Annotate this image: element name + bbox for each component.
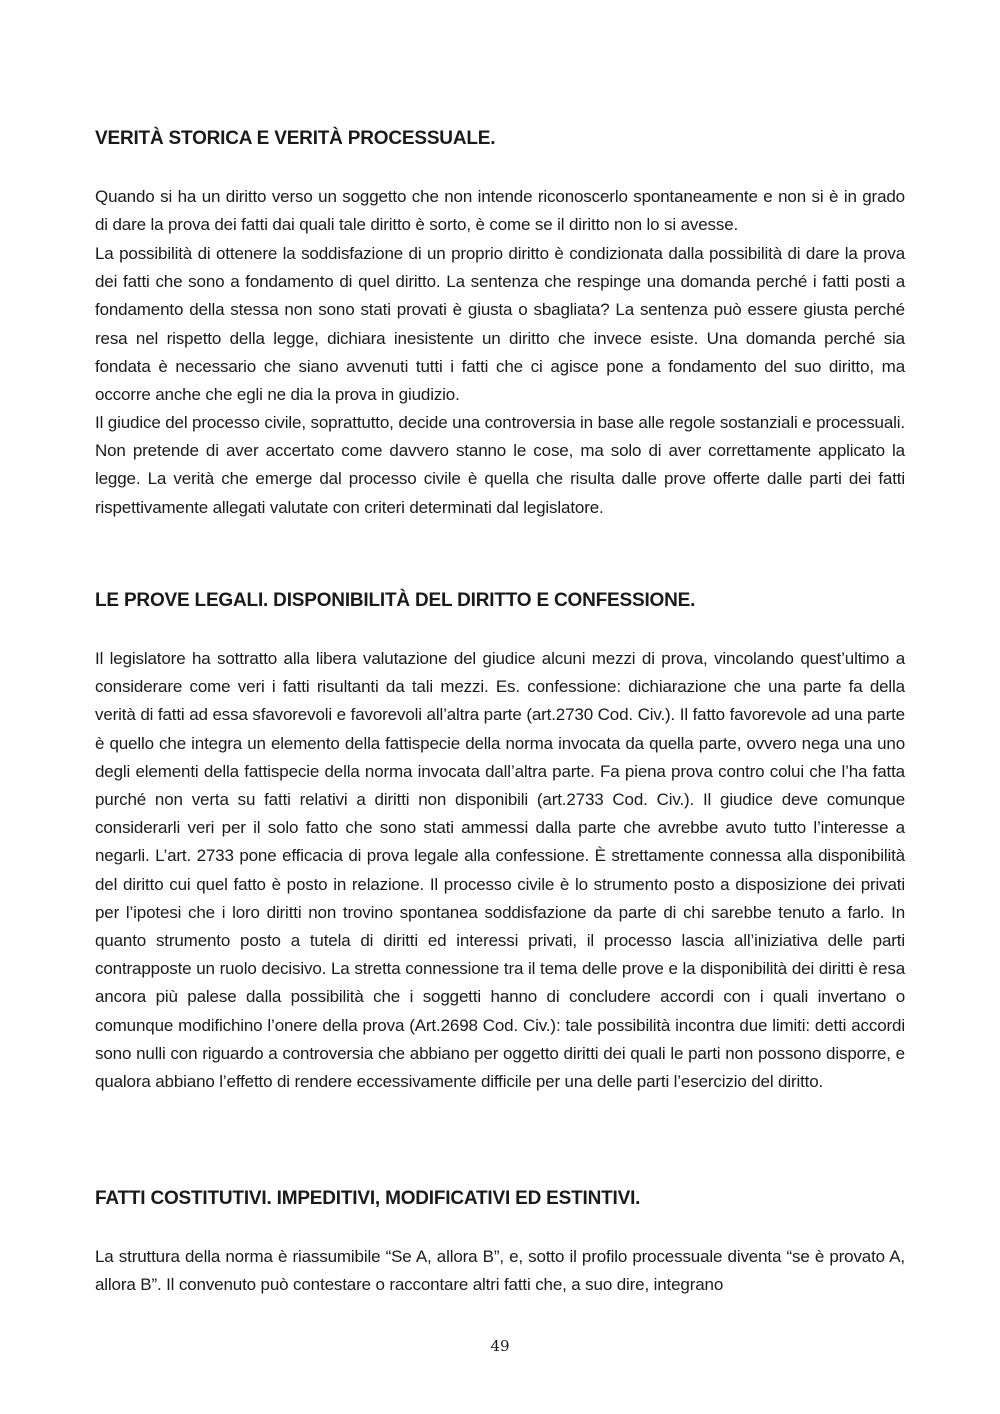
paragraph: La struttura della norma è riassumibile “Se A, allora B”, e, sotto il profilo processuale diventa “se è provato A, allora B”. Il convenuto può contestare o raccontare altri fatti che, a suo dire, integrano (95, 1247, 905, 1295)
paragraph: La possibilità di ottenere la soddisfazione di un proprio diritto è condizionata dalla possibilità di dare la prova dei fatti che sono a fondamento di quel diritto. La sentenza che respinge una domanda perché i fatti posti a fondamento della stessa non sono stati provati è giusta o sbagliata? La sentenza può essere giusta perché resa nel rispetto della legge, dichiara inesistente un diritto che invece esiste. Una domanda perché sia fondata è necessario che siano avvenuti tutti i fatti che ci agisce pone a fondamento del suo diritto, ma occorre anche che egli ne dia la prova in giudizio. (95, 244, 905, 405)
section-heading: VERITÀ STORICA E VERITÀ PROCESSUALE. (95, 128, 496, 149)
paragraph: Il giudice del processo civile, soprattutto, decide una controversia in base alle regole sostanziali e processuali. Non pretende di aver accertato come davvero stanno le cose, ma solo di aver correttamente applicato la legge. La verità che emerge dal processo civile è quella che risulta dalle prove offerte dalle parti dei fatti rispettivamente allegati valutate con criteri determinati dal legislatore. (95, 413, 905, 517)
page-number: 49 (490, 1337, 510, 1355)
section-heading: LE PROVE LEGALI. DISPONIBILITÀ DEL DIRITTO E CONFESSIONE. (95, 590, 696, 611)
paragraph: Il legislatore ha sottratto alla libera valutazione del giudice alcuni mezzi di prova, vincolando quest’ultimo a considerare come veri i fatti risultanti da tali mezzi. Es. confessione: dichiarazione che una parte fa della verità di fatti ad essa sfavorevoli e favorevoli all’altra parte (art.2730 Cod. Civ.). Il fatto favorevole ad una parte è quello che integra un elemento della fattispecie della norma invocata da quella parte, ovvero nega una uno degli elementi della fattispecie della norma invocata dall’altra parte. Fa piena prova contro colui che l’ha fatta purché non verta su fatti relativi a diritti non disponibili (art.2733 Cod. Civ.). Il giudice deve comunque considerarli veri per il solo fatto che sono stati ammessi dalla parte che avrebbe avuto tutto l’interesse a negarli. L’art. 2733 pone efficacia di prova legale alla confessione. È strettamente connessa alla disponibilità del diritto cui quel fatto è posto in relazione. Il processo civile è lo strumento posto a disposizione dei privati per l’ipotesi che i loro diritti non trovino spontanea soddisfazione da parte di chi sarebbe tenuto a farlo. In quanto strumento posto a tutela di diritti ed interessi privati, il processo lascia all’iniziativa delle parti contrapposte un ruolo decisivo. La stretta connessione tra il tema delle prove e la disponibilità dei diritti è resa ancora più palese dalla possibilità che i soggetti hanno di concludere accordi con i quali invertano o comunque modifichino l’onere della prova (Art.2698 Cod. Civ.): tale possibilità incontra due limiti: detti accordi sono nulli con riguardo a controversia che abbiano per oggetto diritti dei quali le parti non possono disporre, e qualora abbiano l’effetto di rendere eccessivamente difficile per una delle parti l’esercizio del diritto. (95, 649, 905, 1092)
section-heading: FATTI COSTITUTIVI. IMPEDITIVI, MODIFICATIVI ED ESTINTIVI. (95, 1188, 641, 1209)
paragraph: Quando si ha un diritto verso un soggetto che non intende riconoscerlo spontaneamente e non si è in grado di dare la prova dei fatti dai quali tale diritto è sorto, è come se il diritto non lo si avesse. (95, 187, 905, 235)
